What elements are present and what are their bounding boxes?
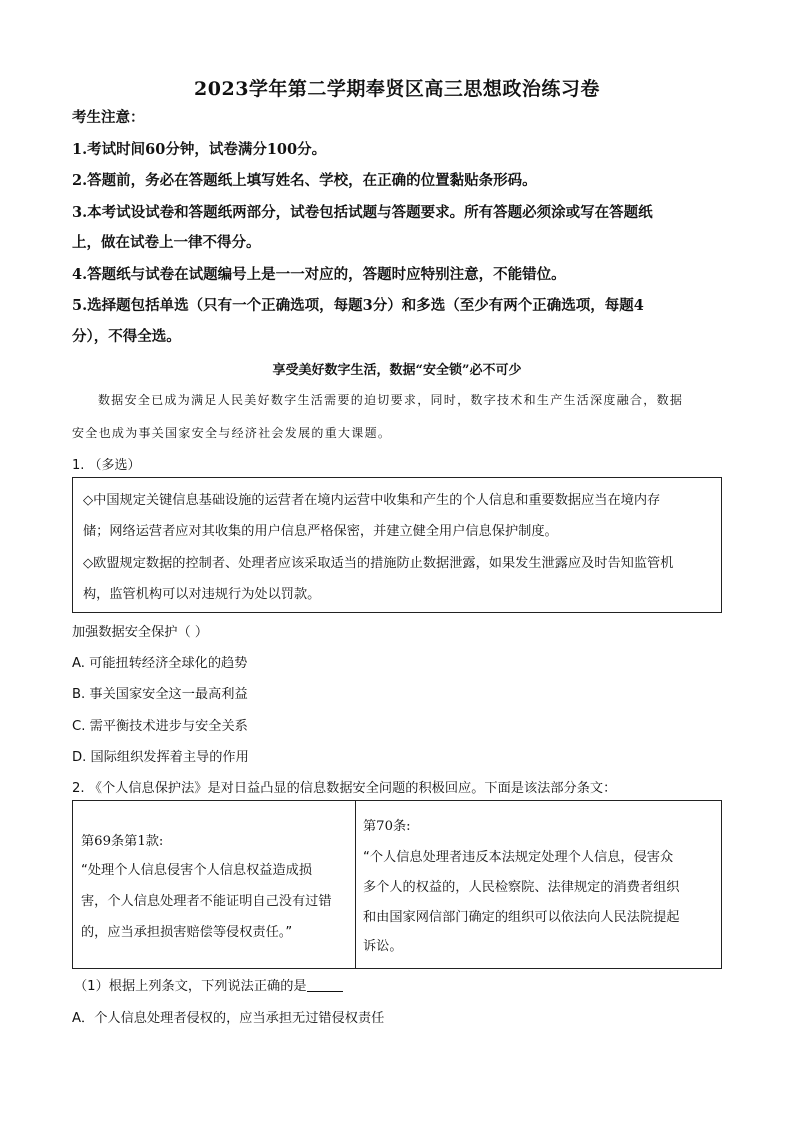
notice-item: 1.考试时间60分钟，试卷满分100分。 — [72, 141, 327, 158]
notice-item: 分），不得全选。 — [72, 328, 181, 345]
table-divider — [355, 801, 356, 968]
notice-item: 5.选择题包括单选（只有一个正确选项，每题3分）和多选（至少有两个正确选项，每题4 — [72, 297, 644, 314]
question-1-option-a: A. 可能扭转经济全球化的趋势 — [72, 656, 248, 671]
material-line: 储；网络运营者应对其收集的用户信息严格保密，并建立健全用户信息保护制度。 — [83, 524, 558, 539]
notice-item: 2.答题前，务必在答题纸上填写姓名、学校，在正确的位置黏贴条形码。 — [72, 172, 537, 189]
question-1-option-d: D. 国际组织发挥着主导的作用 — [72, 750, 249, 765]
question-1-stem: 加强数据安全保护（ ） — [72, 625, 209, 640]
material-line: ◇中国规定关键信息基础设施的运营者在境内运营中收集和产生的个人信息和重要数据应当在境内存 — [83, 493, 661, 508]
article-70-line: 和由国家网信部门确定的组织可以依法向人民法院提起 — [363, 910, 680, 925]
question-1-option-c: C. 需平衡技术进步与安全关系 — [72, 719, 248, 734]
question-2-sub-1-option-a: A．个人信息处理者侵权的，应当承担无过错侵权责任 — [72, 1011, 385, 1026]
material-line: ◇欧盟规定数据的控制者、处理者应该采取适当的措施防止数据泄露，如果发生泄露应及时告知监管机 — [83, 556, 674, 571]
question-1-option-b: B. 事关国家安全这一最高利益 — [72, 687, 248, 702]
article-69-line: 的，应当承担损害赔偿等侵权责任。” — [81, 925, 293, 940]
law-articles-table — [72, 800, 722, 969]
article-69-line: 害，个人信息处理者不能证明自己没有过错 — [81, 894, 332, 909]
question-2-sub-1 — [74, 975, 343, 994]
question-1-label: 1. （多选） — [72, 458, 141, 473]
sub-question-text: （1）根据上列条文，下列说法正确的是 — [74, 979, 307, 994]
notice-item: 上，做在试卷上一律不得分。 — [72, 234, 261, 251]
notice-heading: 考生注意： — [72, 109, 145, 126]
article-70-line: 诉讼。 — [363, 939, 403, 954]
notice-item: 3.本考试设试卷和答题纸两部分，试卷包括试题与答题要求。所有答题必须涂或写在答题纸 — [72, 204, 653, 221]
exam-title: 2023学年第二学期奉贤区高三思想政治练习卷 — [194, 78, 600, 100]
section-intro-line: 数据安全已成为满足人民美好数字生活需要的迫切要求，同时，数字技术和生产生活深度融合，数据 — [98, 393, 684, 407]
article-70-heading: 第70条: — [363, 819, 411, 834]
article-69-heading: 第69条第1款: — [81, 834, 164, 849]
question-1-material-box — [72, 477, 722, 613]
article-70-line: “个人信息处理者违反本法规定处理个人信息，侵害众 — [363, 850, 674, 865]
answer-blank — [307, 977, 343, 992]
question-2-intro: 2. 《个人信息保护法》是对日益凸显的信息数据安全问题的积极回应。下面是该法部分条文： — [72, 781, 617, 796]
article-69-line: “处理个人信息侵害个人信息权益造成损 — [81, 863, 313, 878]
notice-item: 4.答题纸与试卷在试题编号上是一一对应的，答题时应特别注意，不能错位。 — [72, 266, 566, 283]
material-line: 构，监管机构可以对违规行为处以罚款。 — [83, 587, 321, 602]
article-70-line: 多个人的权益的，人民检察院、法律规定的消费者组织 — [363, 880, 680, 895]
section-intro-line: 安全也成为事关国家安全与经济社会发展的重大课题。 — [72, 426, 392, 440]
section-title: 享受美好数字生活，数据“安全锁”必不可少 — [272, 363, 522, 378]
